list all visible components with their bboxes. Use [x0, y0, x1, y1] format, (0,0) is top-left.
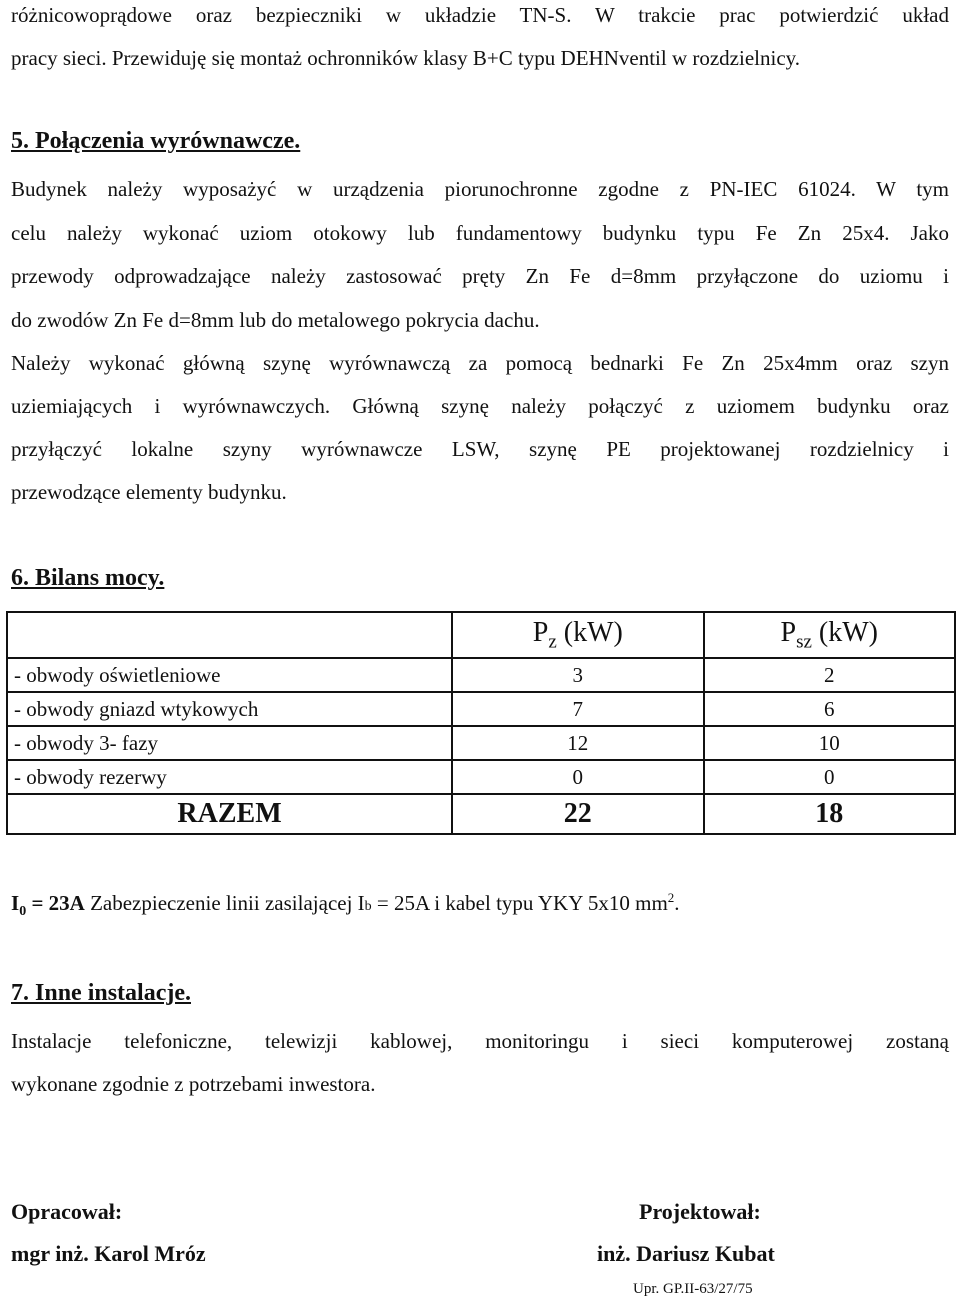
author-role: Opracował:: [11, 1199, 123, 1224]
table-row: [7, 658, 955, 692]
current-subscript: 0: [19, 904, 27, 920]
row-pz: 3: [452, 658, 703, 692]
header-psz: [704, 612, 955, 658]
row-pz: 0: [452, 760, 703, 794]
section-7-line-1: Instalacje telefoniczne, telewizji kablowej, monitoringu i sieci komputerowej zostaną: [11, 1029, 949, 1053]
intro-line-2: pracy sieci. Przewiduję się montaż ochronników klasy B+C typu DEHNventil w rozdzielnicy.: [11, 46, 801, 70]
table-header-row: [7, 612, 955, 658]
header-empty-cell: [7, 612, 452, 658]
license-ref: Upr. GP.II-63/27/75: [633, 1281, 753, 1297]
current-b-index: b: [364, 899, 372, 914]
row-pz: 7: [452, 692, 703, 726]
row-psz: 2: [704, 658, 955, 692]
table-row: [7, 760, 955, 794]
section-5-line-2: celu należy wykonać uziom otokowy lub fundamentowy budynku typu Fe Zn 25x4. Jako: [11, 221, 949, 245]
designer-name: inż. Dariusz Kubat: [597, 1241, 775, 1266]
table-row: [7, 692, 955, 726]
header-pz-sub: z: [548, 631, 557, 653]
header-pz-unit: (kW): [556, 616, 623, 648]
author-name: mgr inż. Karol Mróz: [11, 1241, 206, 1266]
table-row: [7, 726, 955, 760]
section-5-line-1: Budynek należy wyposażyć w urządzenia piorunochronne zgodne z PN-IEC 61024. W tym: [11, 177, 949, 201]
supply-current-line: [11, 885, 949, 925]
current-text-2: = 25A i kabel typu YKY 5x10 mm: [371, 891, 668, 915]
table-total-row: [7, 794, 955, 834]
current-value: = 23A: [26, 891, 85, 915]
section-6-heading: 6. Bilans mocy.: [11, 565, 165, 591]
row-psz: 0: [704, 760, 955, 794]
total-pz: 22: [452, 794, 703, 834]
section-5-line-5: Należy wykonać główną szynę wyrównawczą za pomocą bednarki Fe Zn 25x4mm oraz szyn: [11, 351, 949, 375]
total-psz: 18: [704, 794, 955, 834]
designer-role: Projektował:: [639, 1199, 761, 1224]
row-pz: 12: [452, 726, 703, 760]
row-psz: 10: [704, 726, 955, 760]
power-balance-table: [6, 611, 956, 835]
section-5-line-4: do zwodów Zn Fe d=8mm lub do metalowego pokrycia dachu.: [11, 308, 540, 332]
section-5-line-3: przewody odprowadzające należy zastosować pręty Zn Fe d=8mm przyłączone do uziomu i: [11, 264, 949, 288]
row-label: - obwody 3- fazy: [7, 726, 452, 760]
header-psz-symbol: P: [780, 616, 797, 648]
header-psz-unit: (kW): [811, 616, 878, 648]
header-pz: [452, 612, 703, 658]
header-pz-symbol: P: [532, 616, 549, 648]
section-5-line-7: przyłączyć lokalne szyny wyrównawcze LSW, szynę PE projektowanej rozdzielnicy i: [11, 437, 949, 461]
row-label: - obwody rezerwy: [7, 760, 452, 794]
section-5-line-6: uziemiających i wyrównawczych. Główną szynę należy połączyć z uziomem budynku oraz: [11, 394, 949, 418]
section-7-heading: 7. Inne instalacje.: [11, 980, 191, 1006]
section-5-line-8: przewodzące elementy budynku.: [11, 480, 287, 504]
section-5-heading: 5. Połączenia wyrównawcze.: [11, 128, 301, 154]
header-psz-sub: sz: [796, 631, 812, 653]
row-label: - obwody oświetleniowe: [7, 658, 452, 692]
current-superscript: 2: [667, 890, 675, 905]
row-label: - obwody gniazd wtykowych: [7, 692, 452, 726]
row-psz: 6: [704, 692, 955, 726]
current-text-1: Zabezpieczenie linii zasilającej I: [84, 891, 365, 915]
current-symbol: I: [11, 891, 20, 915]
section-7-line-2: wykonane zgodnie z potrzebami inwestora.: [11, 1072, 376, 1096]
intro-line-1: różnicowoprądowe oraz bezpieczniki w układzie TN-S. W trakcie prac potwierdzić układ: [11, 3, 949, 27]
total-label: RAZEM: [7, 794, 452, 834]
current-end: .: [674, 891, 680, 915]
